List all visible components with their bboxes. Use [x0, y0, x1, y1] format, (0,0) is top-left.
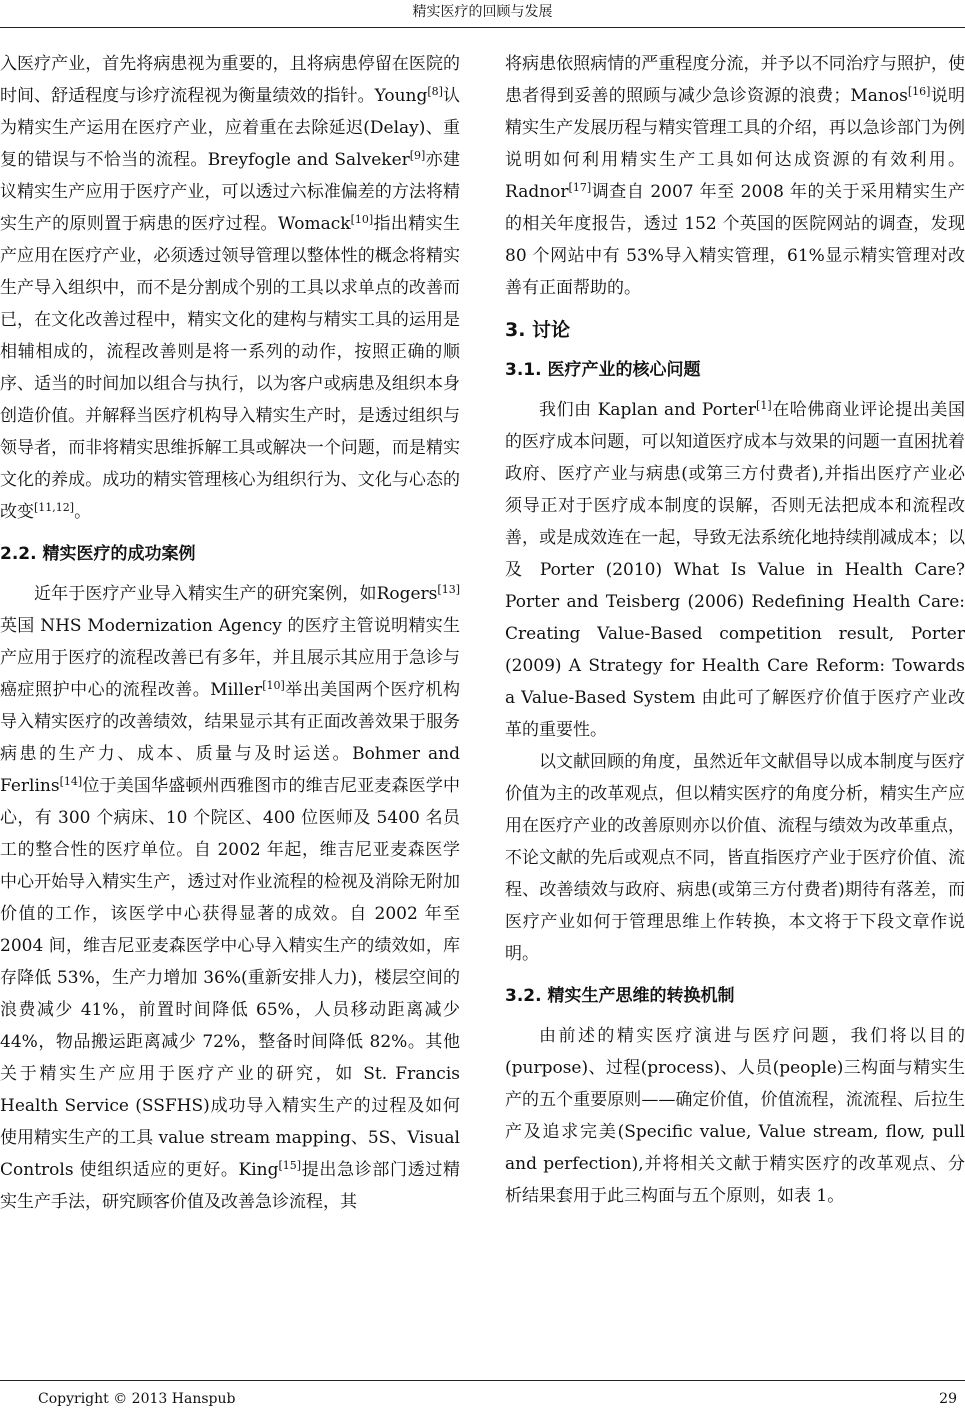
citation-ref[interactable]: [17]: [568, 181, 592, 194]
paragraph-literature-angle: 以文献回顾的角度，虽然近年文献倡导以成本制度与医疗价值为主的改革观点，但以精实医疗的角度分析，精实生产应用在医疗产业的改善原则亦以价值、流程与绩效为改革重点，不论文献的先后或观点不同，皆直指医疗产业于医疗价值、流程、改善绩效与政府、病患(或第三方付费者)期待有落差，而医疗产业如何于管理思维上作转换，本文将于下段文章作说明。: [505, 752, 965, 964]
text-run: 近年于医疗产业导入精实生产的研究案例，如Rogers: [34, 584, 438, 604]
text-run: 在哈佛商业评论提出美国的医疗成本问题，可以知道医疗成本与效果的问题一直困扰着政府、医疗产业与病患(或第三方付费者),并指出医疗产业必须导正对于医疗成本制度的误解，否则无法把成本和流程改善，或是成效连在一起，导致无法系统化地持续削减成本；以及 Porter (2010) What Is Value in Health Care? Porter and Teisberg (2006) Redefining Health Care: Creating Value-Based competition result, Porter (2009) A Strategy for Health Care Reform: Towards a Value-Based System 由此可了解医疗价值于医疗产业改革的重要性。: [505, 400, 965, 740]
citation-ref[interactable]: [13]: [437, 583, 460, 596]
citation-ref[interactable]: [15]: [278, 1159, 302, 1172]
section-heading-3-2: 3.2. 精实生产思维的转换机制: [505, 986, 735, 1006]
citation-ref[interactable]: [14]: [59, 775, 83, 788]
text-run: 我们由 Kaplan and Porter: [539, 400, 757, 420]
page-number: 29: [939, 1391, 957, 1407]
paragraph-transition-mechanism: 由前述的精实医疗演进与医疗问题，我们将以目的(purpose)、过程(process)、人员(people)三构面与精实生产的五个重要原则——确定价值，价值流程，流流程、后拉生产及追求完美(Specific value, Value stream, flow, pull and perfection),并将相关文献于精实医疗的改革观点、分析结果套用于此三构面与五个原则，如表 1。: [505, 1026, 965, 1206]
paragraph-core-issues: [505, 394, 965, 746]
citation-ref[interactable]: [11,12]: [34, 501, 75, 514]
text-run: 认为精实生产运用在医疗产业，应着重在去除延迟(Delay)、重复的错误与不恰当的流程。Breyfogle and Salveker: [0, 86, 460, 170]
footer-copyright: Copyright © 2013 Hanspub: [38, 1391, 236, 1407]
left-column: [0, 48, 460, 1218]
paragraph-continued-cases: [505, 48, 965, 304]
citation-ref[interactable]: [9]: [409, 149, 426, 162]
citation-ref[interactable]: [8]: [427, 85, 443, 98]
right-column: [505, 48, 965, 1212]
text-run: 指出精实生产应用在医疗产业，必须透过领导管理以整体性的概念将精实生产导入组织中，而不是分割成个别的工具以求单点的改善而已，在文化改善过程中，精实文化的建构与精实工具的运用是相辅相成的，流程改善则是将一系列的动作，按照正确的顺序、适当的时间加以组合与执行，以为客户或病患及组织本身创造价值。并解释当医疗机构导入精实生产时，是透过组织与领导者，而非将精实思维拆解工具或解决一个问题，而是精实文化的养成。成功的精实管理核心为组织行为、文化与心态的改变: [0, 214, 461, 522]
text-run: 英国 NHS Modernization Agency 的医疗主管说明精实生产应用于医疗的流程改善已有多年，并且展示其应用于急诊与癌症照护中心的流程改善。Miller: [0, 616, 460, 700]
text-run: 位于美国华盛顿州西雅图市的维吉尼亚麦森医学中心，有 300 个病床、10 个院区、400 位医师及 5400 名员工的整合性的医疗单位。自 2002 年起，维吉尼亚麦森医学中心开始导入精实生产，透过对作业流程的检视及消除无附加价值的工作，该医学中心获得显著的成效。自 2002 年至 2004 间，维吉尼亚麦森医学中心导入精实生产的绩效如，库存降低 53%，生产力增加 36%(重新安排人力)，楼层空间的浪费减少 41%，前置时间降低 65%，人员移动距离减少 44%，物品搬运距离减少 72%，整备时间降低 82%。其他关于精实生产应用于医疗产业的研究，如 St. Francis Health Service (SSFHS)成功导入精实生产的过程及如何使用精实生产的工具 value stream mapping、5S、Visual Controls 使组织适应的更好。King: [0, 776, 460, 1180]
running-head: 精实医疗的回顾与发展: [412, 4, 553, 20]
header-rule: [0, 27, 965, 28]
section-heading-3-1: 3.1. 医疗产业的核心问题: [505, 360, 701, 380]
text-run: 。: [74, 502, 92, 522]
section-heading-3: 3. 讨论: [505, 319, 571, 341]
citation-ref[interactable]: [1]: [756, 399, 772, 412]
text-run: 将病患依照病情的严重程度分流，并予以不同治疗与照护，使患者得到妥善的照顾与减少急诊资源的浪费；Manos: [505, 54, 965, 106]
text-run: 提出急诊部门透过精实生产手法，研究顾客价值及改善急诊流程，其: [0, 1160, 461, 1212]
section-heading-2-2: 2.2. 精实医疗的成功案例: [0, 544, 196, 564]
citation-ref[interactable]: [10]: [262, 679, 285, 692]
text-run: 举出美国两个医疗机构导入精实医疗的改善绩效，结果显示其有正面改善效果于服务病患的生产力、成本、质量与及时运送。Bohmer and Ferlins: [0, 680, 461, 796]
text-run: 调查自 2007 年至 2008 年的关于采用精实生产的相关年度报告，透过 152 个英国的医院网站的调查，发现 80 个网站中有 53%导入精实管理，61%显示精实管理对改善有正面帮助的。: [505, 182, 965, 298]
footer-rule: [0, 1380, 965, 1381]
paragraph-success-cases: [0, 578, 460, 1218]
citation-ref[interactable]: [10]: [350, 213, 374, 226]
paragraph-continued-lean-review: [0, 48, 460, 528]
citation-ref[interactable]: [16]: [907, 85, 931, 98]
text-run: 说明精实生产发展历程与精实管理工具的介绍，再以急诊部门为例说明如何利用精实生产工具如何达成资源的有效利用。Radnor: [505, 86, 965, 202]
text-run: 亦建议精实生产应用于医疗产业，可以透过六标准偏差的方法将精实生产的原则置于病患的医疗过程。Womack: [0, 150, 460, 234]
text-run: 入医疗产业，首先将病患视为重要的，且将病患停留在医院的时间、舒适程度与诊疗流程视为衡量绩效的指针。Young: [0, 54, 460, 106]
